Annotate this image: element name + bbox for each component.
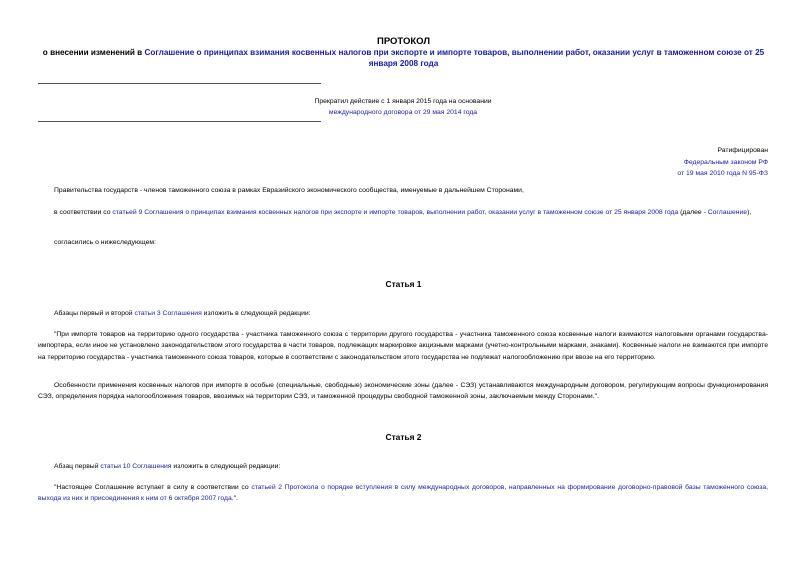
a2-intro-suffix: изложить в следующей редакции: bbox=[171, 463, 281, 470]
a2-q-suffix: .". bbox=[231, 495, 238, 503]
status-link[interactable]: международного договора от 29 мая 2014 года bbox=[328, 109, 478, 116]
a2-intro-prefix: Абзац первый bbox=[54, 463, 101, 470]
document-subtitle bbox=[40, 47, 767, 69]
federal-law-date-link[interactable]: от 19 мая 2010 года N 95-ФЗ bbox=[677, 170, 768, 177]
p2-suffix: ), bbox=[747, 209, 752, 216]
article-1-quote-1: "При импорте товаров на территорию одного государства - участника таможенного союза с территории другого государства - участника таможенного союза косвенные налоги взимаются налоговыми органами государства-импортера, если иное не установлено законодательством этого государства в части товаров, подлежащих маркировке акцизными марками (учетно-контрольными марками, знаками). Косвенные налоги не взимаются при импорте на территорию государства - участника таможенного союза товаров, которые в соответствии с законодательством этого государства не подлежат налогообложению при ввозе на его территорию. bbox=[38, 331, 768, 361]
ratification-line: Ратифицирован bbox=[717, 147, 768, 154]
agreement-link[interactable]: Соглашение о принципах взимания косвенных налогов при экспорте и импорте товаров, выполнении работ, оказании услуг в таможенном союзе от 25 января 2008 года bbox=[144, 48, 765, 68]
article-9-link[interactable]: статьей 9 Соглашения о принципах взимания косвенных налогов при экспорте и импорте товаров, выполнении работ, оказании услуг в таможенном союзе от 25 января 2008 года bbox=[112, 209, 679, 216]
preamble-paragraph-1: Правительства государств - членов таможенного союза в рамках Евразийского экономического сообщества, именуемые в дальнейшем Сторонами, bbox=[54, 187, 524, 194]
article-1-intro bbox=[38, 308, 768, 319]
agreement-short-link[interactable]: Соглашение bbox=[707, 209, 748, 216]
article-1-heading: Статья 1 bbox=[385, 279, 422, 289]
article-3-link[interactable]: статьи 3 Соглашения bbox=[134, 310, 202, 317]
a1-intro-suffix: изложить в следующей редакции: bbox=[201, 310, 311, 317]
preamble-paragraph-3: согласились о нижеследующем: bbox=[54, 239, 156, 246]
article-2-intro bbox=[38, 461, 768, 472]
article-2-quote-1 bbox=[38, 482, 768, 505]
p2-prefix: в соответствии со bbox=[54, 209, 113, 216]
article-1-quote-2: Особенности применения косвенных налогов при импорте в особые (специальные, свободные) экономические зоны (далее - СЭЗ) устанавливаются международным договором, регулирующим вопросы функционирования СЭЗ, определения порядка налогообложения товаров, ввозимых на территории СЭЗ, и таможенной процедуры свободной таможенной зоны, заключаемым между Сторонами.". bbox=[38, 382, 768, 401]
subtitle-prefix: о внесении изменений в bbox=[42, 48, 145, 57]
article-2-heading: Статья 2 bbox=[385, 432, 422, 442]
preamble-paragraph-2 bbox=[38, 207, 768, 218]
p2-mid: (далее - bbox=[678, 209, 708, 216]
federal-law-link[interactable]: Федеральным законом РФ bbox=[683, 158, 768, 166]
divider-bottom bbox=[38, 121, 321, 122]
ratification-note bbox=[677, 145, 768, 180]
a1-intro-prefix: Абзацы первый и второй bbox=[54, 310, 135, 317]
document-title: ПРОТОКОЛ bbox=[376, 36, 430, 47]
status-line: Прекратил действие с 1 января 2015 года на основании bbox=[314, 98, 492, 105]
divider-top bbox=[38, 83, 321, 84]
status-note bbox=[250, 96, 556, 118]
article-10-link[interactable]: статьи 10 Соглашения bbox=[100, 463, 172, 470]
protocol-article-2-link[interactable]: статьей 2 Протокола о порядке вступления в силу международных договоров, направленных на формирование договорно-правовой базы таможенного союза, выхода из них и присоединения к ним от 6 октября 2007 года bbox=[38, 484, 768, 503]
a2-q-prefix: "Настоящее Соглашение вступает в силу в соответствии со bbox=[54, 484, 252, 491]
